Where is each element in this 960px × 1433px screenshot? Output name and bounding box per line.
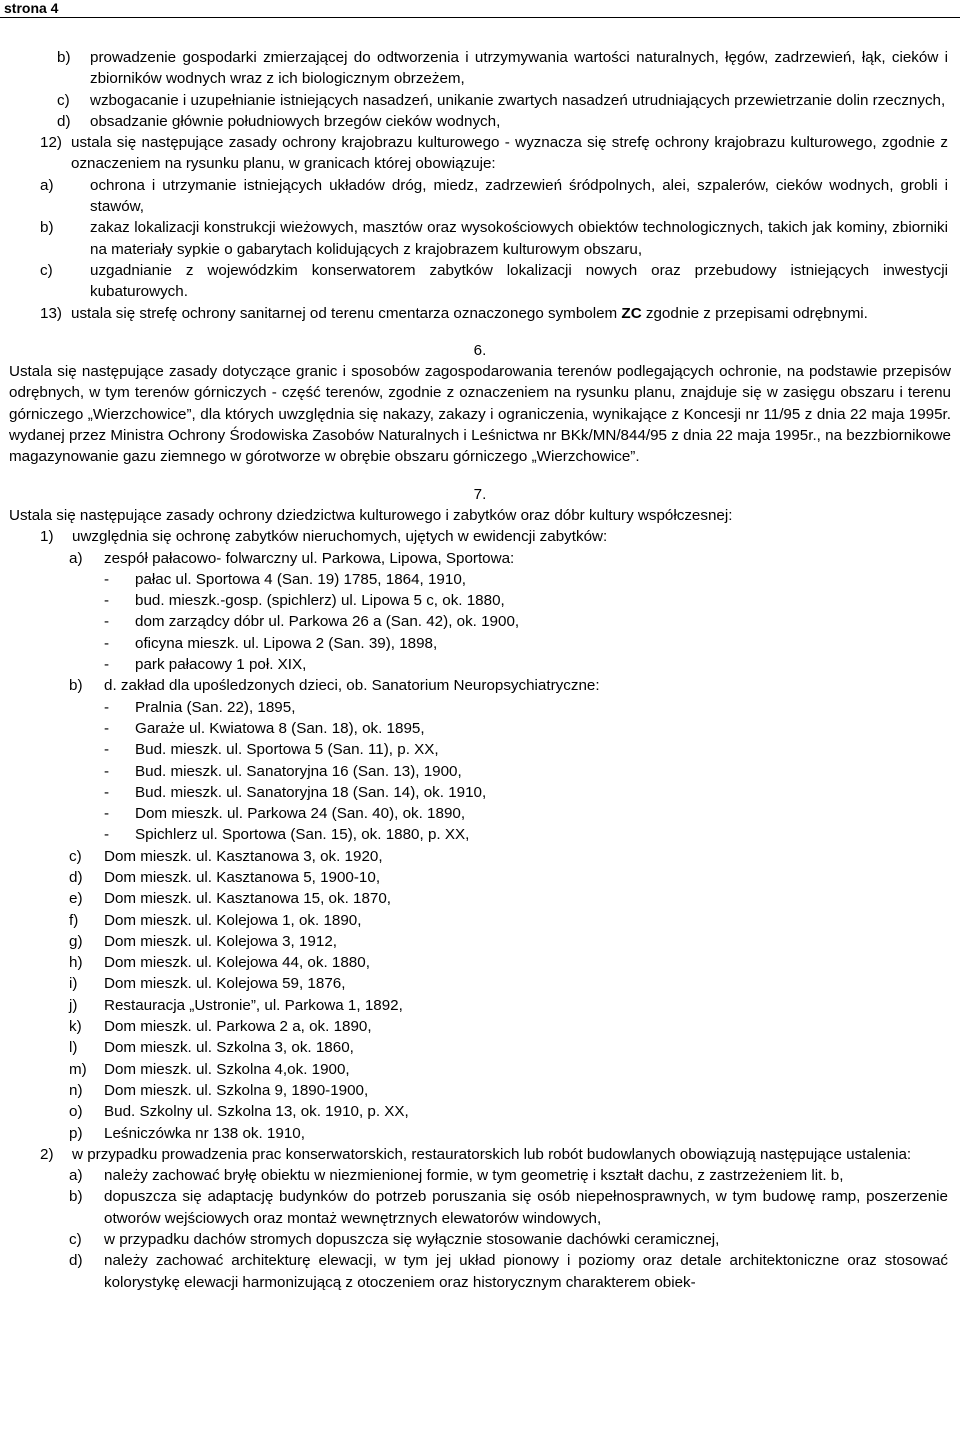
list-item-text: Dom mieszk. ul. Parkowa 2 a, ok. 1890, (104, 1018, 372, 1036)
dash-item (0, 569, 960, 590)
list-item-text: Dom mieszk. ul. Kolejowa 59, 1876, (104, 975, 346, 993)
dash-item (0, 654, 960, 675)
item-text: ustala się następujące zasady ochrony krajobrazu kulturowego - wyznacza się strefę ochrony krajobrazu kulturowego, zgodnie z oznaczeniem na rysunku planu, w granicach której obowiązuje: (71, 134, 948, 173)
dash-item-text: Bud. mieszk. ul. Sanatoryjna 18 (San. 14), ok. 1910, (135, 783, 487, 801)
dash-item-text: oficyna mieszk. ul. Lipowa 2 (San. 39), 1898, (135, 634, 438, 652)
list-item (0, 111, 960, 132)
list-marker: n) (69, 1081, 83, 1099)
section-5-continuation (0, 47, 960, 324)
list-item (0, 1186, 960, 1229)
spacer (0, 324, 960, 340)
section-paragraph: Ustala się następujące zasady dotyczące granic i sposobów zagospodarowania terenów podlegających ochronie, na podstawie przepisów odrębnych, w tym terenów górniczych - część terenów, zgodnie z oznaczeniem na rysunku planu, znajduje się w zasięgu obszaru i terenu górniczego „Wierzchowice”, dla których uwzględnia się nakazy, zakazy i ograniczenia, wynikające z Koncesji nr 11/95 z dnia 22 maja 1995r. wydanej przez Ministra Ochrony Środowiska Zasobów Naturalnych i Leśnictwa nr BKk/MN/844/95 z dnia 22 maja 1995r., na bezzbiornikowe magazynowanie gazu ziemnego w górotworze w obrębie obszaru górniczego „Wierzchowice”. (9, 363, 951, 466)
spacer (0, 468, 960, 484)
item-text: uwzględnia się ochronę zabytków nieruchomych, ujętych w ewidencji zabytków: (72, 528, 608, 546)
item-text (71, 303, 948, 324)
dash-item-text: bud. mieszk.-gosp. (spichlerz) ul. Lipowa 5 c, ok. 1880, (135, 592, 505, 610)
list-marker: c) (57, 91, 70, 109)
list-item (0, 175, 960, 218)
item-number: 13) (40, 304, 62, 322)
dash-item-text: Bud. mieszk. ul. Sanatoryjna 16 (San. 13), 1900, (135, 762, 462, 780)
dash-marker: - (104, 656, 110, 674)
list-item-text: Dom mieszk. ul. Kasztanowa 15, ok. 1870, (104, 890, 392, 908)
list-item-text: obsadzanie głównie południowych brzegów cieków wodnych, (90, 112, 501, 130)
list-item (0, 995, 960, 1016)
list-item (0, 217, 960, 260)
dash-item-text: Garaże ul. Kwiatowa 8 (San. 18), ok. 1895, (135, 719, 425, 737)
list-item (0, 260, 960, 303)
list-item-text: Dom mieszk. ul. Szkolna 3, ok. 1860, (104, 1039, 354, 1057)
dash-marker: - (104, 762, 110, 780)
dash-item (0, 761, 960, 782)
item-text-part: ustala się strefę ochrony sanitarnej od terenu cmentarza oznaczonego symbolem (71, 304, 622, 322)
list-item-text: Restauracja „Ustronie”, ul. Parkowa 1, 1892, (104, 996, 403, 1014)
list-marker: h) (69, 954, 83, 972)
list-item (0, 1101, 960, 1122)
document-body (0, 47, 960, 1293)
list-marker: c) (69, 1231, 82, 1249)
list-marker: p) (69, 1124, 83, 1142)
dash-item (0, 803, 960, 824)
numbered-item-12 (0, 132, 960, 175)
dash-marker: - (104, 613, 110, 631)
dash-item (0, 739, 960, 760)
dash-item (0, 697, 960, 718)
list-item (0, 888, 960, 909)
list-item (0, 846, 960, 867)
list-item-text: Dom mieszk. ul. Kolejowa 1, ok. 1890, (104, 911, 362, 929)
dash-item (0, 633, 960, 654)
list-marker: b) (40, 219, 54, 237)
list-item-text: prowadzenie gospodarki zmierzającej do odtworzenia i utrzymywania wartości naturalnych, łęgów, zadrzewień, łąk, cieków i zbiorników wodnych wraz z ich biologicznym obrzeżem, (90, 49, 948, 88)
item-number: 1) (40, 528, 54, 546)
dash-item (0, 590, 960, 611)
dash-item-text: Pralnia (San. 22), 1895, (135, 698, 296, 716)
list-item-text: ochrona i utrzymanie istniejących układów dróg, miedz, zadrzewień śródpolnych, alei, szpalerów, cieków wodnych, grobli i stawów, (90, 176, 948, 216)
list-item (0, 1016, 960, 1037)
item-number: 2) (40, 1145, 54, 1163)
list-item-text: Dom mieszk. ul. Szkolna 9, 1890-1900, (104, 1081, 369, 1099)
dash-item-text: park pałacowy 1 poł. XIX, (135, 656, 307, 674)
point-2 (0, 1144, 960, 1165)
list-item (0, 910, 960, 931)
list-item (0, 1250, 960, 1293)
header-rule (0, 17, 960, 18)
list-item-text: należy zachować bryłę obiektu w niezmienionej formie, w tym geometrię i kształt dachu, z zastrzeżeniem lit. b, (104, 1167, 844, 1185)
item-number: 12) (40, 134, 62, 152)
list-item (0, 1080, 960, 1101)
dash-marker: - (104, 592, 110, 610)
list-marker: a) (69, 1167, 83, 1185)
list-marker: d) (57, 112, 71, 130)
dash-item-text: Bud. mieszk. ul. Sportowa 5 (San. 11), p. XX, (135, 741, 439, 759)
dash-marker: - (104, 783, 110, 801)
list-item-text: dopuszcza się adaptację budynków do potrzeb poruszania się osób niepełnosprawnych, w tym budowę ramp, poszerzenie otworów wejściowych oraz montaż wewnętrznych elewatorów windowych, (104, 1188, 948, 1227)
list-item-text: zespół pałacowo- folwarczny ul. Parkowa, Lipowa, Sportowa: (104, 549, 515, 567)
item-text-part: zgodnie z przepisami odrębnymi. (641, 304, 868, 322)
dash-marker: - (104, 826, 110, 844)
list-item-text: należy zachować architekturę elewacji, w tym jej układ pionowy i poziomy oraz detale architektoniczne oraz stosować kolorystykę elewacji harmonizującą z otoczeniem oraz historycznym charakterem obiek- (104, 1252, 948, 1291)
list-marker: e) (69, 890, 83, 908)
list-item-text: Dom mieszk. ul. Kasztanowa 3, ok. 1920, (104, 847, 383, 865)
list-item-text: Dom mieszk. ul. Kolejowa 44, ok. 1880, (104, 954, 370, 972)
section-6 (0, 340, 960, 468)
list-item (0, 675, 960, 696)
dash-item-text: dom zarządcy dóbr ul. Parkowa 26 a (San. 42), ok. 1900, (135, 613, 520, 631)
list-marker: b) (57, 49, 71, 66)
list-marker: d) (69, 868, 83, 886)
list-item (0, 47, 960, 90)
list-item-text: wzbogacanie i uzupełnianie istniejących nasadzeń, unikanie zwartych nasadzeń utrudniających przewietrzanie dolin rzecznych, (90, 91, 946, 109)
dash-marker: - (104, 570, 110, 588)
list-item (0, 90, 960, 111)
list-item (0, 1037, 960, 1058)
list-item-text: Dom mieszk. ul. Kasztanowa 5, 1900-10, (104, 868, 381, 886)
dash-marker: - (104, 698, 110, 716)
list-item-text: Bud. Szkolny ul. Szkolna 13, ok. 1910, p. XX, (104, 1103, 409, 1121)
list-item-text: w przypadku dachów stromych dopuszcza się wyłącznie stosowanie dachówki ceramicznej, (104, 1231, 720, 1249)
section-number: 7. (473, 485, 487, 503)
list-item-text: Leśniczówka nr 138 ok. 1910, (104, 1124, 305, 1142)
section-7 (0, 484, 960, 1293)
list-marker: d) (69, 1252, 83, 1270)
section-number: 6. (473, 341, 487, 359)
list-item (0, 952, 960, 973)
dash-item (0, 782, 960, 803)
list-marker: a) (69, 549, 83, 567)
dash-item-text: Spichlerz ul. Sportowa (San. 15), ok. 1880, p. XX, (135, 826, 470, 844)
list-marker: a) (40, 176, 54, 194)
dash-marker: - (104, 805, 110, 823)
page-header (0, 0, 960, 18)
page-number-label: strona 4 (4, 0, 59, 16)
list-marker: l) (69, 1039, 78, 1057)
dash-item-text: pałac ul. Sportowa 4 (San. 19) 1785, 1864, 1910, (135, 570, 466, 588)
list-item-text: uzgadnianie z wojewódzkim konserwatorem zabytków lokalizacji nowych oraz przebudowy istniejących inwestycji kubaturowych. (90, 261, 948, 301)
dash-item (0, 824, 960, 845)
dash-item-text: Dom mieszk. ul. Parkowa 24 (San. 40), ok. 1890, (135, 805, 466, 823)
list-marker: o) (69, 1103, 83, 1121)
list-item (0, 1165, 960, 1186)
dash-marker: - (104, 741, 110, 759)
list-marker: b) (69, 1188, 83, 1206)
list-marker: i) (69, 975, 78, 993)
list-item-text: zakaz lokalizacji konstrukcji wieżowych, masztów oraz wysokościowych obiektów technologicznych, takich jak kominy, zbiorniki na materiały sypkie o gabarytach kolidujących z krajobrazem kulturowym obszaru, (90, 219, 948, 258)
list-marker: c) (69, 847, 82, 865)
list-item (0, 1059, 960, 1080)
dash-marker: - (104, 719, 110, 737)
list-item (0, 1229, 960, 1250)
list-marker: j) (69, 996, 78, 1014)
dash-marker: - (104, 634, 110, 652)
list-item-text: Dom mieszk. ul. Kolejowa 3, 1912, (104, 932, 337, 950)
list-marker: b) (69, 677, 83, 695)
zone-symbol: ZC (621, 304, 642, 322)
list-item-text: d. zakład dla upośledzonych dzieci, ob. Sanatorium Neuropsychiatryczne: (104, 677, 600, 695)
list-marker: k) (69, 1018, 82, 1036)
list-item (0, 973, 960, 994)
item-text: w przypadku prowadzenia prac konserwatorskich, restauratorskich lub robót budowlanych obowiązują następujące ustalenia: (72, 1145, 912, 1163)
list-marker: m) (69, 1060, 87, 1078)
dash-item (0, 718, 960, 739)
section-intro: Ustala się następujące zasady ochrony dziedzictwa kulturowego i zabytków oraz dóbr kultury współczesnej: (9, 506, 733, 524)
list-item (0, 867, 960, 888)
list-item (0, 1123, 960, 1144)
list-item (0, 548, 960, 569)
dash-item (0, 611, 960, 632)
list-marker: g) (69, 932, 83, 950)
list-item (0, 931, 960, 952)
list-item-text: Dom mieszk. ul. Szkolna 4,ok. 1900, (104, 1060, 350, 1078)
list-marker: c) (40, 261, 53, 279)
list-marker: f) (69, 911, 79, 929)
numbered-item-13 (0, 303, 960, 324)
point-1 (0, 526, 960, 547)
